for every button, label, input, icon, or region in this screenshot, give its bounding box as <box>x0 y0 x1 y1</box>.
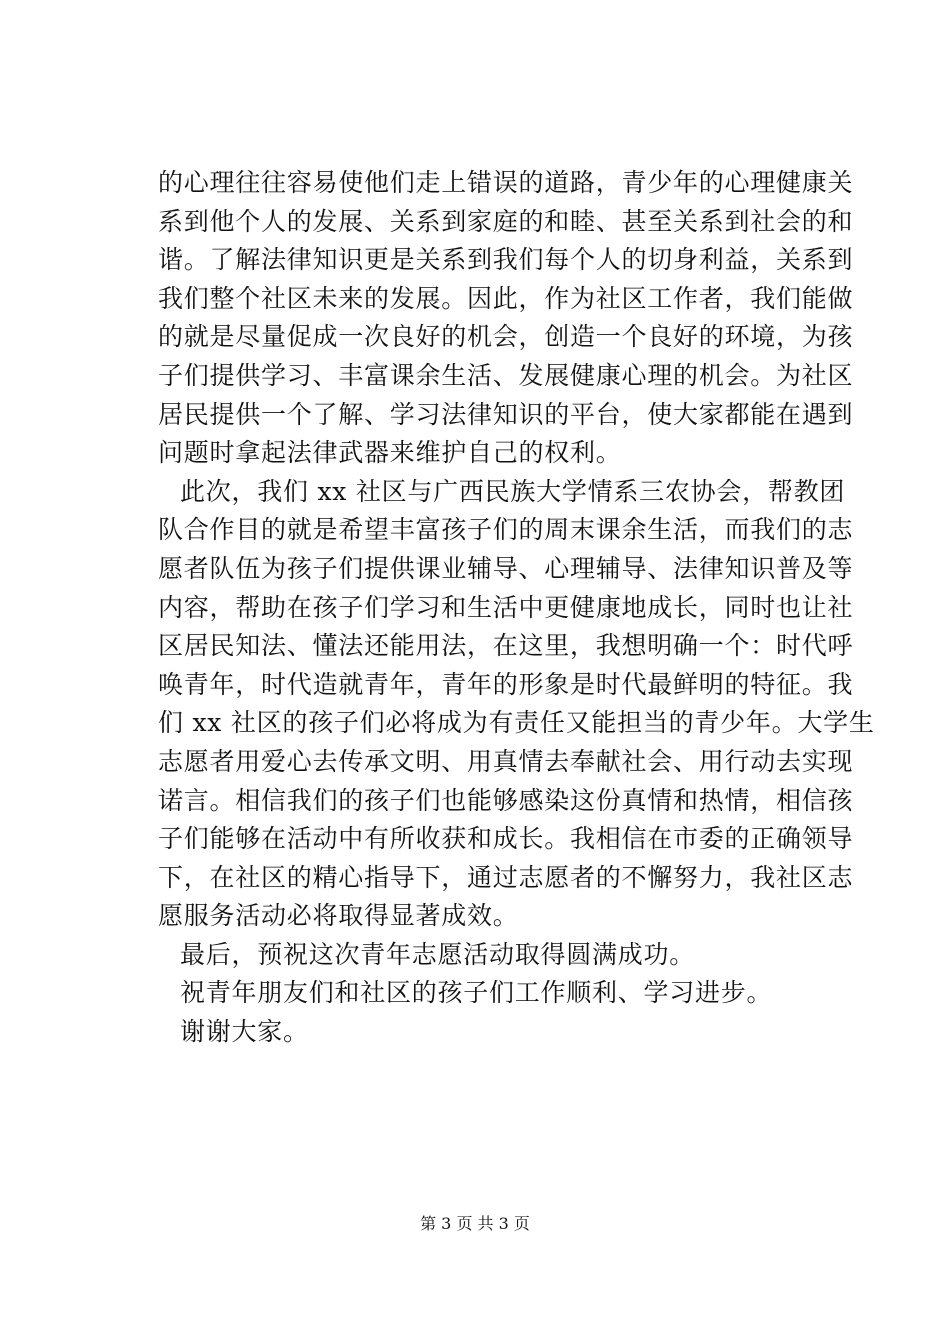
text-line: 子们能够在活动中有所收获和成长。我相信在市委的正确领导 <box>158 824 854 854</box>
page-footer: 第 3 页 共 3 页 <box>420 1214 530 1233</box>
text-line: 诺言。相信我们的孩子们也能够感染这份真情和热情，相信孩 <box>158 785 854 815</box>
text-line: 谐。了解法律知识更是关系到我们每个人的切身利益，关系到 <box>158 245 854 275</box>
text-line: 的就是尽量促成一次良好的机会，创造一个良好的环境，为孩 <box>158 322 854 352</box>
text-line: 最后，预祝这次青年志愿活动取得圆满成功。 <box>180 939 696 969</box>
text-line: 内容，帮助在孩子们学习和生活中更健康地成长，同时也让社 <box>158 592 854 622</box>
text-line: 谢谢大家。 <box>180 1017 309 1047</box>
document-body <box>158 164 875 1052</box>
text-line: 此次，我们 xx 社区与广西民族大学情系三农协会，帮教团 <box>180 476 846 506</box>
text-line: 区居民知法、懂法还能用法，在这里，我想明确一个：时代呼 <box>158 631 854 661</box>
text-line: 队合作目的就是希望丰富孩子们的周末课余生活，而我们的志 <box>158 515 854 545</box>
text-line: 祝青年朋友们和社区的孩子们工作顺利、学习进步。 <box>180 978 773 1008</box>
text-line: 系到他个人的发展、关系到家庭的和睦、甚至关系到社会的和 <box>158 206 854 236</box>
text-line: 的心理往往容易使他们走上错误的道路，青少年的心理健康关 <box>158 168 854 197</box>
text-line: 愿者队伍为孩子们提供课业辅导、心理辅导、法律知识普及等 <box>158 553 854 583</box>
text-line: 下，在社区的精心指导下，通过志愿者的不懈努力，我社区志 <box>158 862 854 892</box>
text-line: 们 xx 社区的孩子们必将成为有责任又能担当的青少年。大学生 <box>158 708 875 738</box>
text-line: 唤青年，时代造就青年，青年的形象是时代最鲜明的特征。我 <box>158 669 854 699</box>
text-line: 愿服务活动必将取得显著成效。 <box>158 901 519 931</box>
text-line: 志愿者用爱心去传承文明、用真情去奉献社会、用行动去实现 <box>158 746 854 776</box>
text-line: 子们提供学习、丰富课余生活、发展健康心理的机会。为社区 <box>158 360 854 390</box>
text-line: 居民提供一个了解、学习法律知识的平台，使大家都能在遇到 <box>158 399 854 429</box>
text-line: 问题时拿起法律武器来维护自己的权利。 <box>158 438 622 468</box>
text-line: 我们整个社区未来的发展。因此，作为社区工作者，我们能做 <box>158 283 854 313</box>
